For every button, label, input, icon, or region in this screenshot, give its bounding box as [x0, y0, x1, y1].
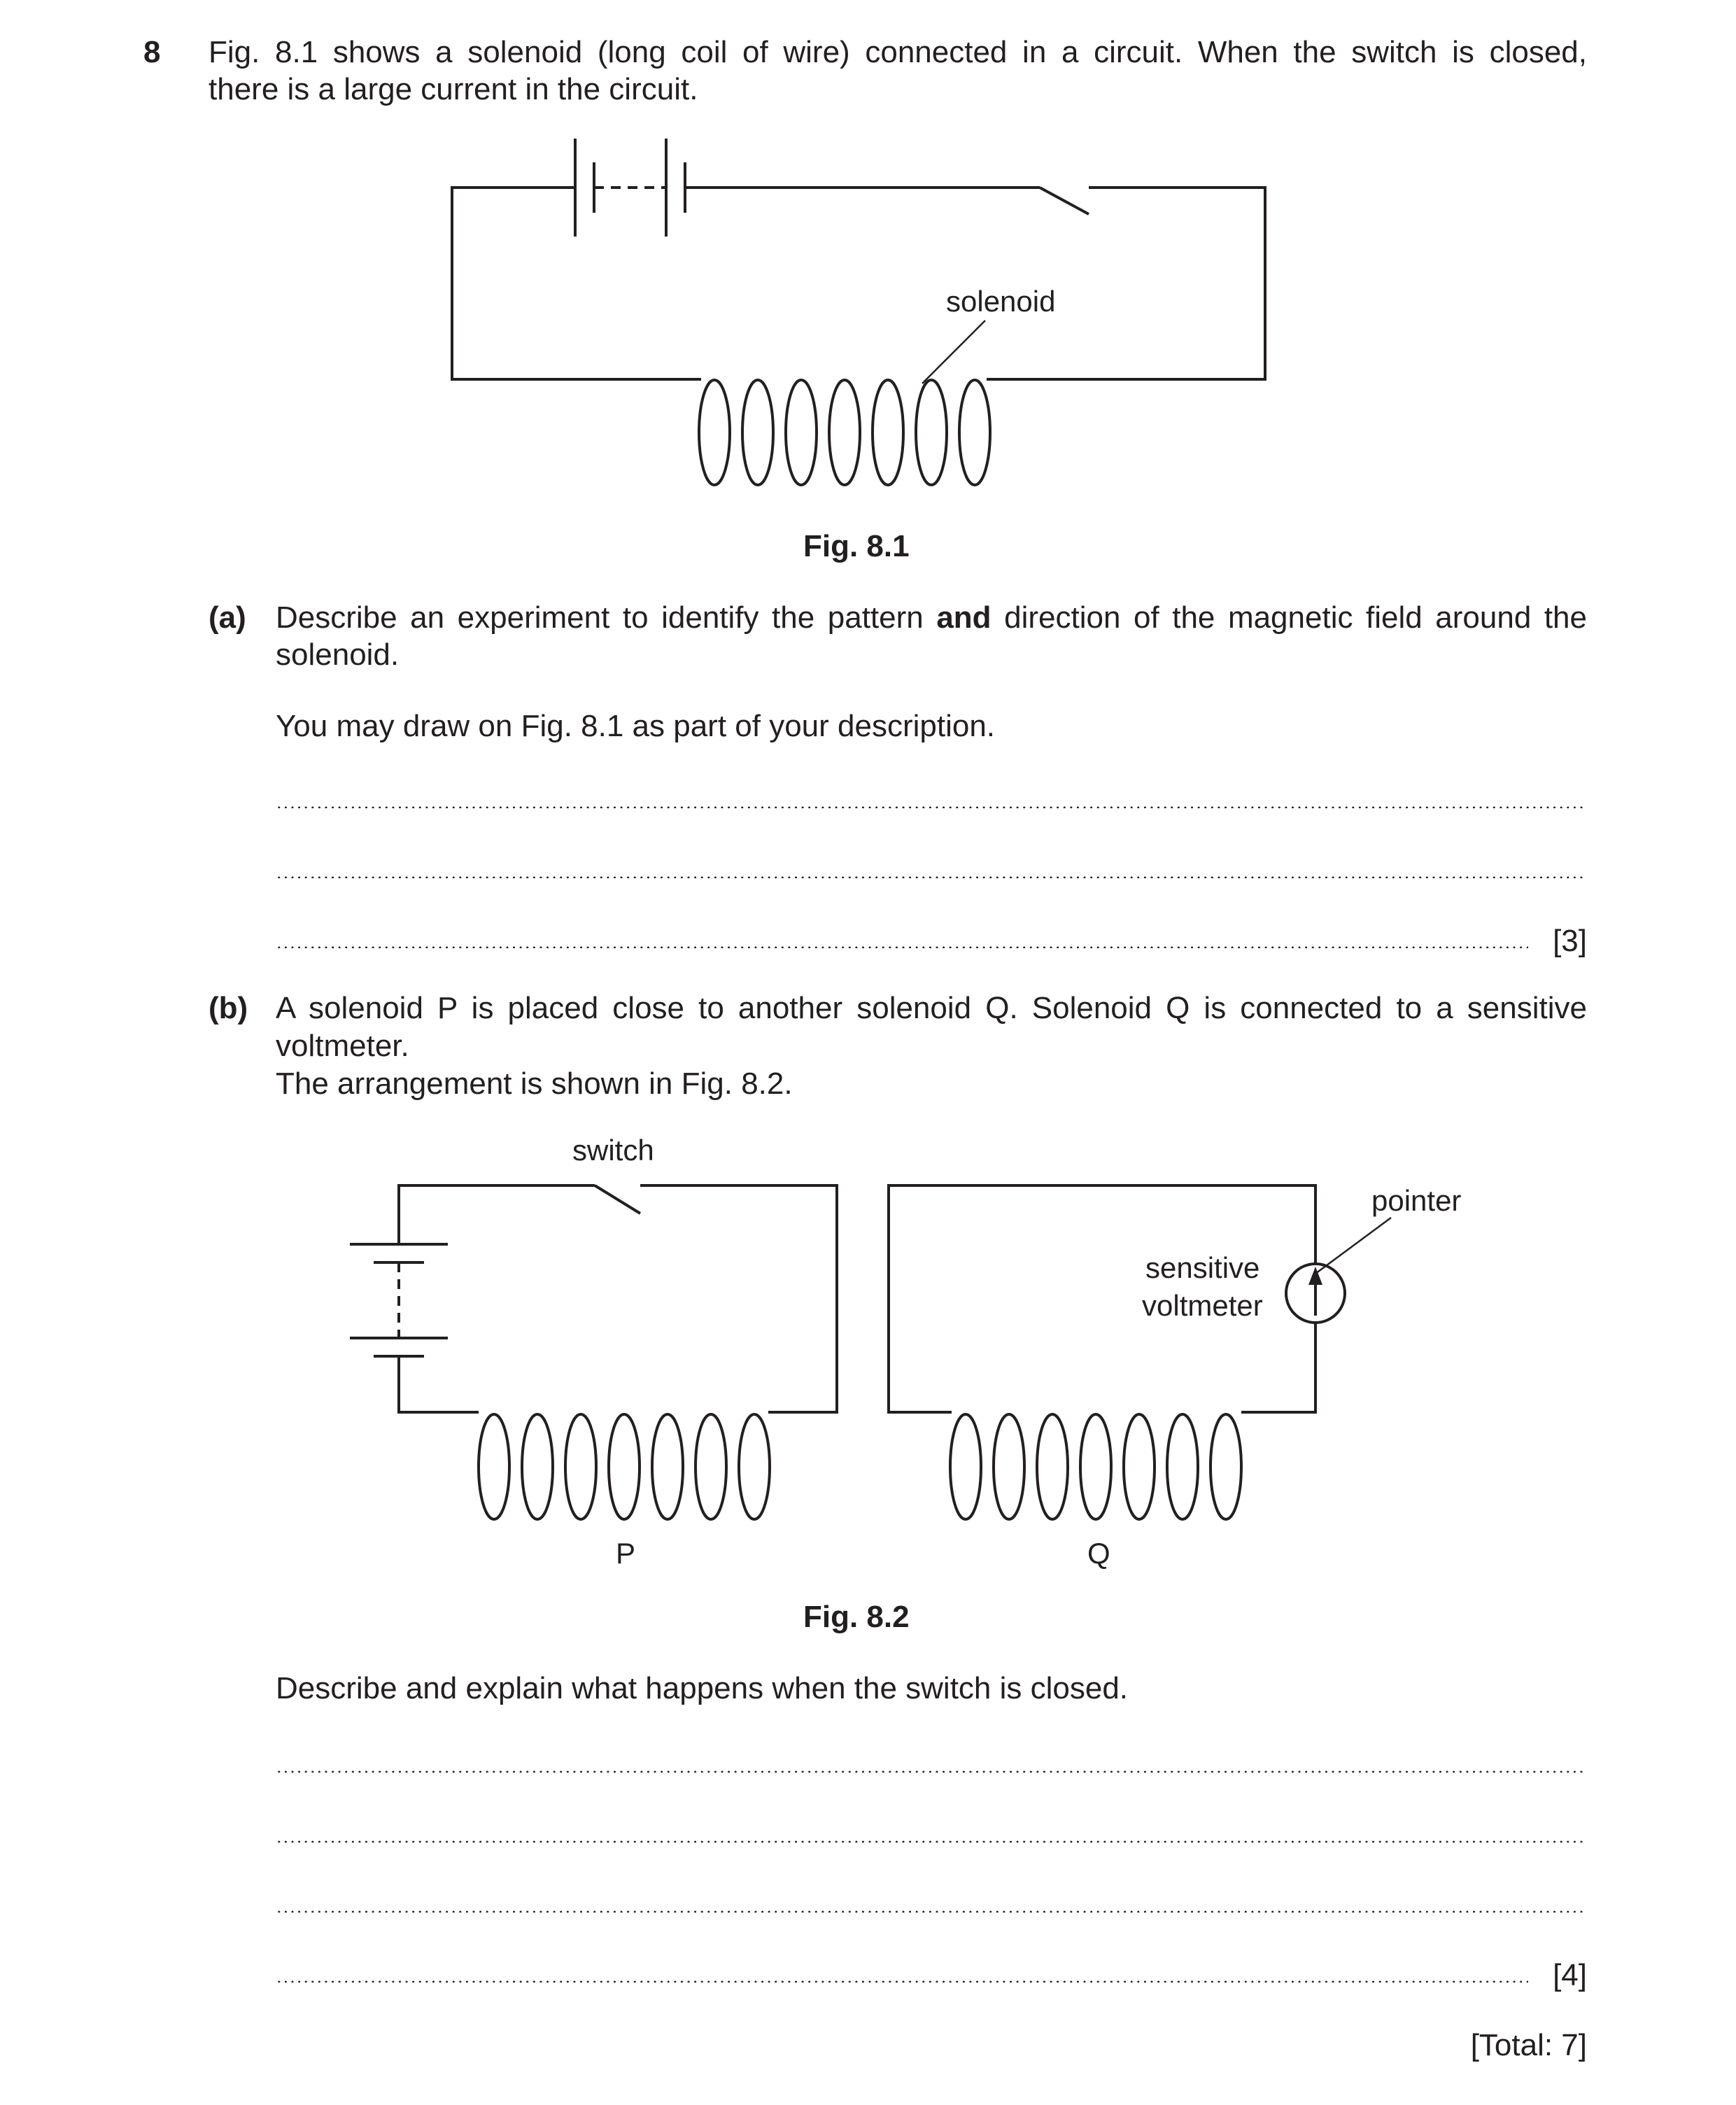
part-b-line-2: voltmeter.: [276, 1029, 409, 1063]
answer-line-b-1[interactable]: [276, 1770, 1587, 1773]
fig1-label-solenoid: solenoid: [946, 285, 1056, 318]
intro-line-2: there is a large current in the circuit.: [209, 72, 698, 106]
part-b-line-1: A solenoid P is placed close to another solenoid Q. Solenoid Q is connected to a sensitive: [276, 991, 1587, 1025]
fig2-label-p: P: [616, 1537, 636, 1570]
fig2-switch-lever: [595, 1185, 640, 1213]
fig2-solenoid-q-coil: [950, 1414, 1241, 1519]
part-b-line-3: The arrangement is shown in Fig. 8.2.: [276, 1066, 793, 1101]
fig2-label-q: Q: [1087, 1537, 1110, 1570]
part-a-line-2: solenoid.: [276, 638, 400, 672]
fig-8-2-caption: Fig. 8.2: [803, 1600, 910, 1634]
part-a-label: (a): [209, 600, 246, 635]
part-a-instruction: You may draw on Fig. 8.1 as part of your description.: [276, 709, 996, 743]
part-b-mark: [4]: [1553, 1958, 1587, 1992]
fig2-left-wire-top: [399, 1185, 595, 1244]
part-b-prompt: Describe and explain what happens when the switch is closed.: [276, 1671, 1129, 1705]
fig-8-1-caption: Fig. 8.1: [803, 529, 910, 563]
total-mark: [Total: 7]: [1470, 2028, 1587, 2062]
answer-line-b-3[interactable]: [276, 1910, 1587, 1913]
answer-line-b-2[interactable]: [276, 1840, 1587, 1843]
fig2-label-switch: switch: [572, 1134, 654, 1167]
answer-line-b-4[interactable]: [276, 1980, 1528, 1983]
part-b-label: (b): [209, 991, 248, 1025]
part-a-line-1-pre: Describe an experiment to identify the pattern: [276, 600, 924, 635]
part-a-line-1-post: direction of the magnetic field around the: [1004, 600, 1588, 635]
fig2-left-wire-right: [640, 1185, 837, 1412]
part-a-line-1-bold: and: [936, 600, 992, 635]
fig2-label-pointer: pointer: [1371, 1184, 1462, 1217]
fig2-pointer-leader: [1315, 1218, 1391, 1274]
fig2-label-voltmeter: voltmeter: [1142, 1289, 1263, 1322]
fig2-solenoid-p-coil: [479, 1414, 770, 1519]
part-a-mark: [3]: [1553, 924, 1587, 958]
question-number: 8: [143, 35, 161, 69]
fig2-left-wire-bottom: [399, 1356, 479, 1412]
intro-line-1: Fig. 8.1 shows a solenoid (long coil of wire) connected in a circuit. When the switch is closed,: [209, 35, 1587, 69]
fig2-label-sensitive: sensitive: [1145, 1251, 1260, 1284]
fig2-right-wire-right: [1241, 1323, 1315, 1412]
